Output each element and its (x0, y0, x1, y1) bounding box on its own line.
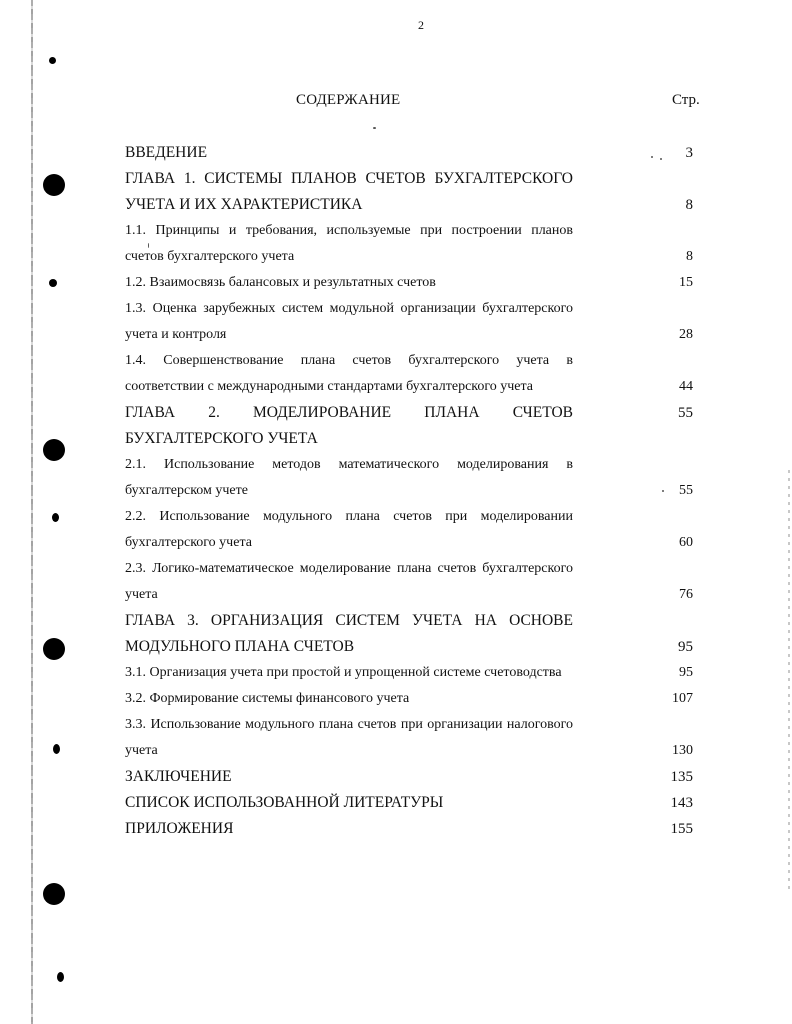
toc-entry-text: 1.2. Взаимосвязь балансовых и результатных счетов (125, 275, 436, 290)
toc-entry-text: 1.1. Принципы и требования, используемые при построении планов счетов бухгалтерского учета (125, 223, 573, 264)
toc-entry-page: 60 (679, 535, 693, 550)
toc-entry-text: ПРИЛОЖЕНИЯ (125, 820, 234, 837)
punch-hole (53, 744, 60, 754)
toc-entry-text: СПИСОК ИСПОЛЬЗОВАННОЙ ЛИТЕРАТУРЫ (125, 794, 444, 811)
toc-entry-page: 55 (678, 405, 693, 421)
toc-entry-page: 44 (679, 379, 693, 394)
punch-hole (49, 57, 56, 64)
toc-entry (125, 140, 705, 166)
toc-entry-text: ВВЕДЕНИЕ (125, 144, 208, 161)
scan-speck (373, 127, 376, 129)
scan-edge-right (788, 470, 790, 890)
punch-hole (43, 638, 65, 660)
toc-entry-page: 95 (678, 639, 693, 655)
toc-entry (125, 166, 705, 218)
scan-edge-left (31, 0, 33, 1024)
toc-entry (125, 504, 705, 556)
toc-entry-text: 3.1. Организация учета при простой и упрощенной системе счетоводства (125, 665, 562, 680)
toc-entry-text: 1.3. Оценка зарубежных систем модульной организации бухгалтерского учета и контроля (125, 301, 573, 342)
toc-entry-page: 76 (679, 587, 693, 602)
toc-entry (125, 712, 705, 764)
toc-entry-page: 15 (679, 275, 693, 290)
toc-entry (125, 348, 705, 400)
toc-entry-page: 143 (670, 795, 693, 811)
toc-entry-text: 2.3. Логико-математическое моделирование плана счетов бухгалтерского учета (125, 561, 573, 602)
toc-entry (125, 296, 705, 348)
toc-entry-page: 55 (679, 483, 693, 498)
punch-hole (43, 439, 65, 461)
punch-hole (52, 513, 59, 522)
toc-entry-text: ГЛАВА 2. МОДЕЛИРОВАНИЕ ПЛАНА СЧЕТОВ БУХГАЛТЕРСКОГО УЧЕТА (125, 404, 573, 447)
toc-entry-text: 2.2. Использование модульного плана счетов при моделировании бухгалтерского учета (125, 509, 573, 550)
toc-entry-page: 155 (670, 821, 693, 837)
table-of-contents (125, 140, 705, 842)
toc-entry-page: 107 (672, 691, 693, 706)
toc-entry-text: 1.4. Совершенствование плана счетов бухгалтерского учета в соответствии с международными стандартами бухгалтерского учета (125, 353, 573, 394)
toc-entry (125, 816, 705, 842)
toc-entry-page: 95 (679, 665, 693, 680)
toc-entry (125, 686, 705, 712)
toc-entry-text: ГЛАВА 3. ОРГАНИЗАЦИЯ СИСТЕМ УЧЕТА НА ОСНОВЕ МОДУЛЬНОГО ПЛАНА СЧЕТОВ (125, 612, 573, 655)
toc-entry-page: 28 (679, 327, 693, 342)
page-number: 2 (418, 18, 424, 32)
toc-entry (125, 764, 705, 790)
toc-entry (125, 790, 705, 816)
toc-entry (125, 452, 705, 504)
toc-entry (125, 608, 705, 660)
toc-entry (125, 270, 705, 296)
toc-title: СОДЕРЖАНИЕ (296, 92, 401, 108)
toc-entry (125, 218, 705, 270)
punch-hole (43, 174, 65, 196)
punch-hole (49, 279, 57, 287)
page-column-header: Стр. (672, 92, 700, 108)
toc-entry-text: 3.2. Формирование системы финансового учета (125, 691, 410, 706)
toc-entry-text: 2.1. Использование методов математического моделирования в бухгалтерском учете (125, 457, 573, 498)
toc-entry (125, 400, 705, 452)
toc-entry-page: 135 (670, 769, 693, 785)
toc-entry-page: 8 (686, 249, 693, 264)
toc-entry-text: ГЛАВА 1. СИСТЕМЫ ПЛАНОВ СЧЕТОВ БУХГАЛТЕРСКОГО УЧЕТА И ИХ ХАРАКТЕРИСТИКА (125, 170, 573, 213)
toc-entry-page: 8 (685, 197, 693, 213)
toc-entry-text: 3.3. Использование модульного плана счетов при организации налогового учета (125, 717, 573, 758)
toc-entry-text: ЗАКЛЮЧЕНИЕ (125, 768, 232, 785)
punch-hole (57, 972, 64, 982)
punch-hole (43, 883, 65, 905)
toc-entry (125, 660, 705, 686)
toc-entry-page: 130 (672, 743, 693, 758)
toc-entry (125, 556, 705, 608)
toc-entry-page: 3 (685, 145, 693, 161)
